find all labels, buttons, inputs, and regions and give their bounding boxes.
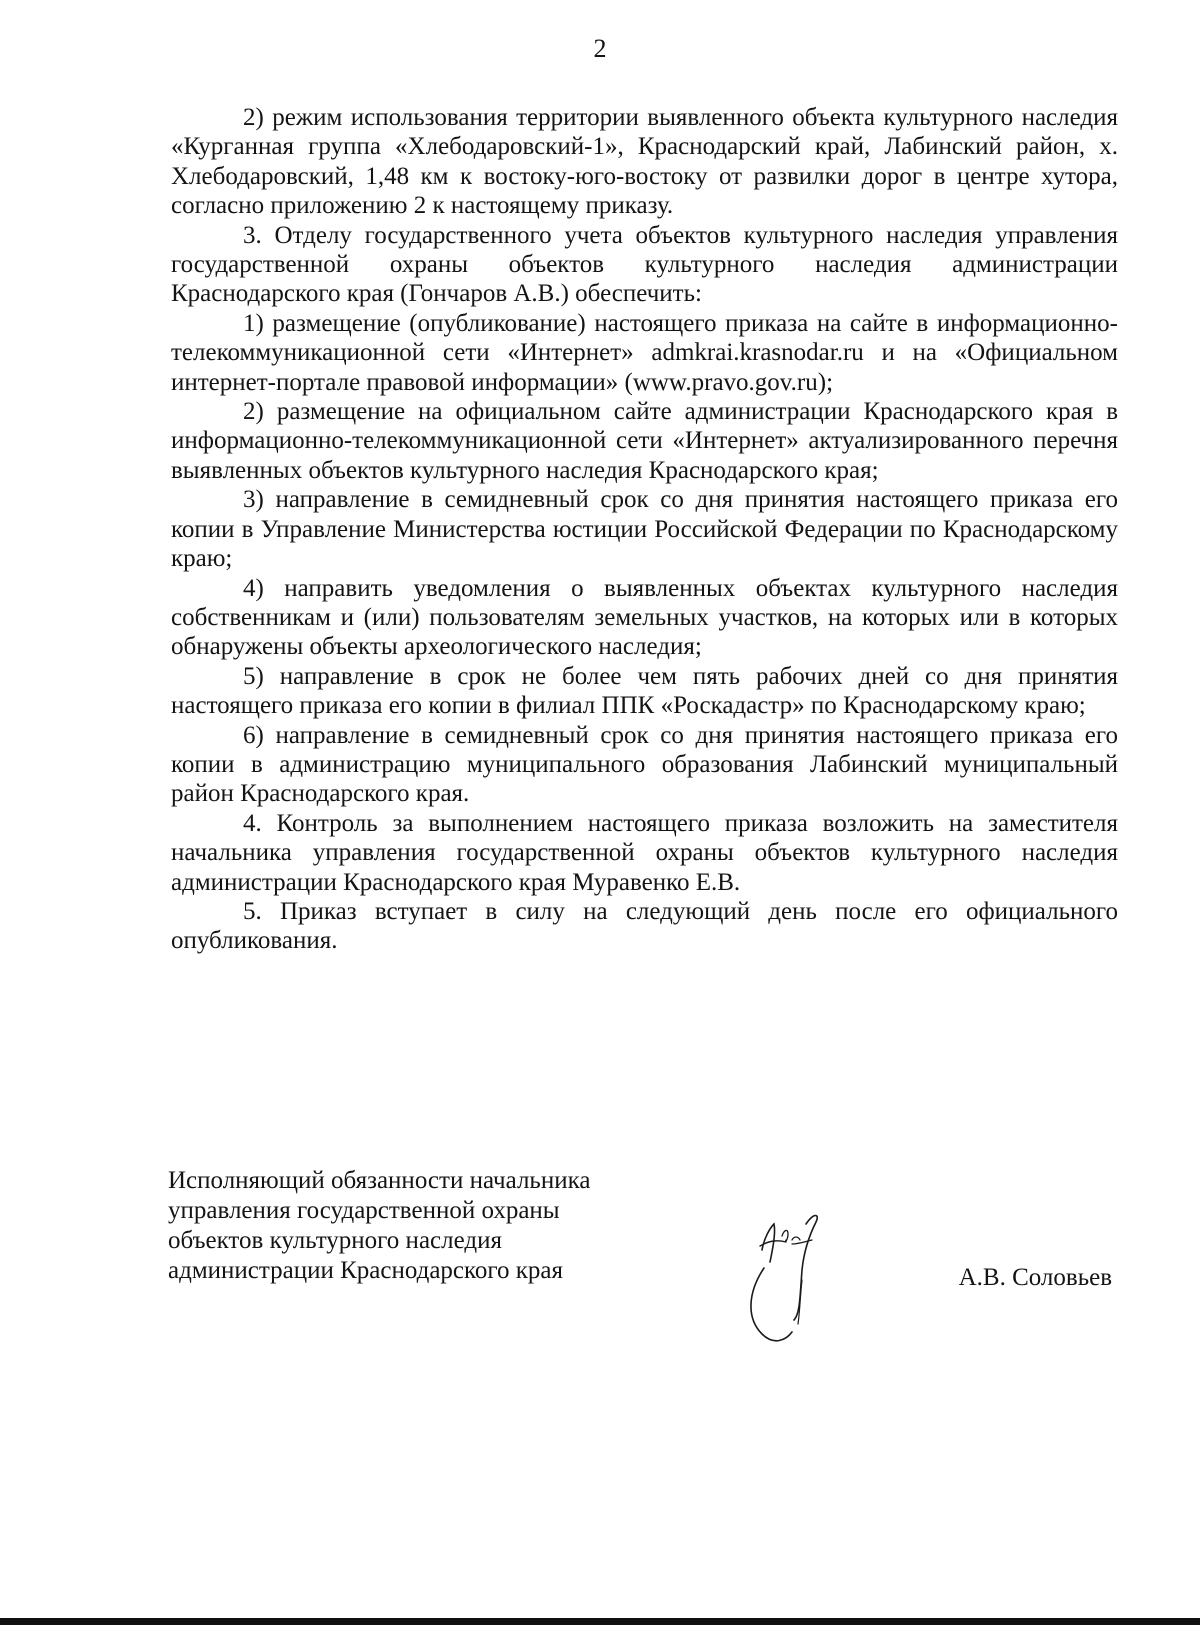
signer-name: А.В. Соловьев xyxy=(958,1264,1112,1291)
paragraph-item-3: 3. Отделу государственного учета объектов культурного наследия управления государственной охраны объектов культурного наследия администрации Краснодарского края (Гончаров А.В.) обеспечить: xyxy=(171,221,1118,308)
paragraph-item-5: 5. Приказ вступает в силу на следующий день после его официального опубликования. xyxy=(171,897,1118,955)
document-body xyxy=(171,103,1118,956)
signer-position-line: управления государственной охраны xyxy=(168,1197,560,1224)
paragraph-regime: 2) режим использования территории выявленного объекта культурного наследия «Курганная группа «Хлебодаровский-1», Краснодарский край, Лабинский район, х. Хлебодаровский, 1,48 км к востоку-юго-востоку от развилки дорог в центре хутора, согласно приложению 2 к настоящему приказу. xyxy=(171,104,1118,220)
scan-bottom-edge xyxy=(0,1618,1200,1625)
handwritten-signature xyxy=(740,1210,850,1380)
paragraph-subitem-1: 1) размещение (опубликование) настоящего приказа на сайте в информационно-телекоммуникационной сети «Интернет» admkrai.krasnodar.ru и на «Официальном интернет-портале правовой информации» (www.pravo.gov.ru); xyxy=(171,309,1118,396)
signer-position xyxy=(168,1166,590,1286)
paragraph-subitem-2: 2) размещение на официальном сайте администрации Краснодарского края в информационно-телекоммуникационной сети «Интернет» актуализированного перечня выявленных объектов культурного наследия Краснодарского края; xyxy=(171,398,1118,484)
paragraph-subitem-4: 4) направить уведомления о выявленных объектах культурного наследия собственникам и (или) пользователям земельных участков, на которых или в которых обнаружены объекты археологического наследия; xyxy=(171,574,1118,661)
paragraph-subitem-6: 6) направление в семидневный срок со дня принятия настоящего приказа его копии в администрацию муниципального образования Лабинский муниципальный район Краснодарского края. xyxy=(171,721,1118,808)
signer-position-line: администрации Краснодарского края xyxy=(168,1257,564,1284)
signer-position-line: Исполняющий обязанности начальника xyxy=(168,1167,591,1194)
paragraph-subitem-3: 3) направление в семидневный срок со дня принятия настоящего приказа его копии в Управление Министерства юстиции Российской Федерации по Краснодарскому краю; xyxy=(171,486,1118,573)
signer-position-line: объектов культурного наследия xyxy=(168,1227,502,1254)
page-number: 2 xyxy=(593,34,607,63)
paragraph-item-4: 4. Контроль за выполнением настоящего приказа возложить на заместителя начальника управления государственной охраны объектов культурного наследия администрации Краснодарского края Муравенко Е.В. xyxy=(171,809,1118,896)
paragraph-subitem-5: 5) направление в срок не более чем пять рабочих дней со дня принятия настоящего приказа его копии в филиал ППК «Роскадастр» по Краснодарскому краю; xyxy=(171,662,1118,720)
